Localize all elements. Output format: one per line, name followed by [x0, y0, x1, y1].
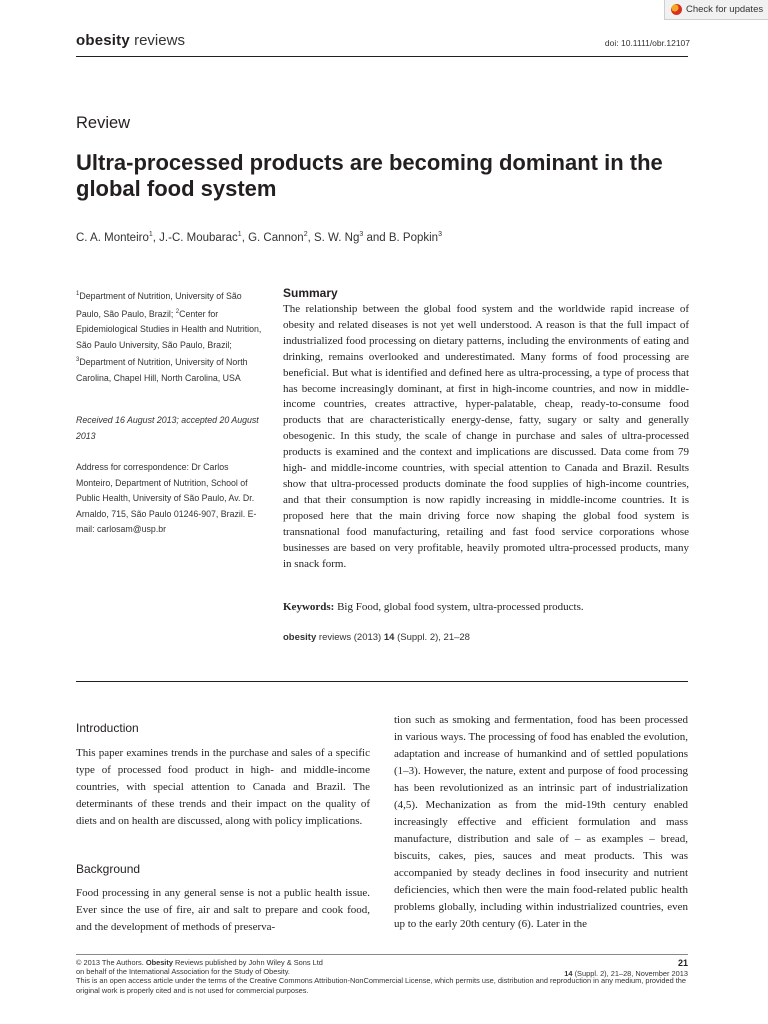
- introduction-paragraph: This paper examines trends in the purchase and sales of a specific type of processed food product in high- and middle-income countries, with special attention to Canada and Brazil. The determinants of these trends and their impact on the quality of diets and on health are discussed, along with policy implications.: [76, 747, 370, 827]
- journal-name: obesity reviews: [76, 32, 185, 49]
- author-list: C. A. Monteiro$^1$, J.-C. Moubarac$^1$, G. Cannon$^2$, S. W. Ng$^3$ and B. Popkin$^3$: [76, 231, 442, 244]
- right-column-paragraph: tion such as smoking and fermentation, food has been processed in various ways. The processing of food has enabled the evolution, adaptation and increase of humankind and of settled populations (1–3). However, the nature, extent and purpose of food processing has been revolutionized as an intrinsic part of industrialization (4,5). Mechanization as from the mid-19th century enabled increasingly effective and efficient formulation and mass manufacture, distribution and sale of – as examples – bread, biscuits, cakes, pies, sauces and meat products. This was accompanied by steady declines in food insecurity and nutrient deficiencies, which then were the main food-related public health problems globally, including within industrialized countries, even up to the early 20th century (6). Later in the: [394, 714, 688, 930]
- crossmark-icon: [671, 4, 682, 15]
- keywords: Keywords: Big Food, global food system, ultra-processed products.: [283, 601, 584, 613]
- summary-text: The relationship between the global food system and the worldwide rapid increase of obesity and related diseases is not yet well understood. A reason is that the full impact of industrialized food processing on dietary patterns, including the environments of eating and drinking, remains overlooked and underestimated. Many forms of food processing are beneficial. But what is identified and defined here as ultra-processing, a type of process that has become increasingly dominant, at first in high-income countries, and now in middle-income countries, creates attractive, hyper-palatable, cheap, ready-to-consume food products that are characteristically energy-dense, fatty, sugary or salty and generally obesogenic. In this study, the scale of change in purchase and sales of ultra-processed products is examined and the context and implications are discussed. Data come from 79 high- and middle-income countries, with special attention to Canada and Brazil. Results show that ultra-processed products dominate the food supplies of high-income countries, and that their consumption is now rapidly increasing in middle-income countries. It is proposed here that the main driving force now shaping the global food system is transnational food manufacturing, retailing and fast food service corporations whose businesses are based on very profitable, heavily promoted ultra-processed products, many in snack form.: [283, 303, 689, 570]
- article-title: Ultra-processed products are becoming dominant in the global food system: [76, 150, 663, 201]
- page-number: 21: [677, 958, 688, 968]
- correspondence-address: Address for correspondence: Dr Carlos Monteiro, Department of Nutrition, School of Public Health, University of São Paulo, Av. Dr. Arnaldo, 715, São Paulo 01246-907, Brazil. E-mail: carlosam@usp.br: [76, 462, 257, 535]
- author[interactable]: C. A. Monteiro: [76, 231, 149, 244]
- section-divider: [76, 681, 688, 682]
- page-info: 14 (Suppl. 2), 21–28, November 2013: [564, 969, 688, 978]
- author[interactable]: J.-C. Moubarac: [159, 231, 238, 244]
- footer-license: © 2013 The Authors. Obesity Reviews published by John Wiley & Sons Ltd on behalf of the International Association for the Study of Obesity. This is an open access article under the terms of the Creative Commons Attribution-NonCommercial License, which permits use, distribution and reproduction in any medium, provided the original work is properly cited and is not used for commercial purposes.: [76, 958, 687, 995]
- article-type: Review: [76, 114, 131, 132]
- footer-divider: [76, 954, 688, 955]
- check-for-updates-label: Check for updates: [686, 4, 764, 15]
- citation: obesity reviews (2013) 14 (Suppl. 2), 21–28: [283, 632, 470, 643]
- summary-heading: Summary: [283, 286, 338, 300]
- header-divider: [76, 56, 688, 57]
- received-accepted-dates: Received 16 August 2013; accepted 20 August 2013: [76, 415, 259, 441]
- introduction-heading: Introduction: [76, 721, 139, 735]
- author[interactable]: G. Cannon: [248, 231, 304, 244]
- doi[interactable]: doi: 10.1111/obr.12107: [604, 38, 690, 48]
- author[interactable]: S. W. Ng: [314, 231, 360, 244]
- affiliations: $^1$Department of Nutrition, University of São Paulo, São Paulo, Brazil; $^2$Center for Epidemiological Studies in Health and Nutrition, São Paulo University, São Paulo, Brazil; $^3$Department of Nutrition, University of North Carolina, Chapel Hill, North Carolina, USA: [76, 290, 262, 383]
- check-for-updates-button[interactable]: [664, 0, 768, 20]
- background-paragraph: Food processing in any general sense is not a public health issue. Ever since the use of fire, air and salt to prepare and cook food, and the development of methods of preserva-: [76, 887, 370, 933]
- background-heading: Background: [76, 862, 141, 876]
- author[interactable]: B. Popkin: [388, 231, 439, 244]
